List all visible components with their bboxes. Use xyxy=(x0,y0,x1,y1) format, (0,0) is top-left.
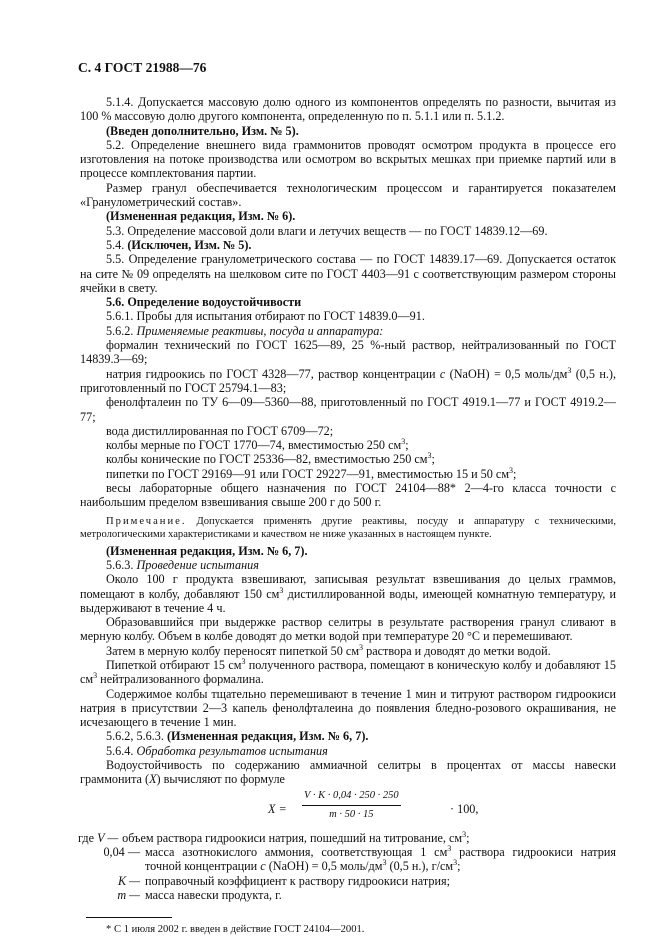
formula-fraction xyxy=(302,789,401,823)
para-5-3: 5.3. Определение массовой доли влаги и летучих веществ — по ГОСТ 14839.12—69. xyxy=(106,223,548,238)
legend-row-mass: 0,04 — масса азотнокислого аммония, соответствующая 1 $см^3$ раствора гидроокиси натрия точной концентрации c (NaOH) = 0,5 моль/$дм^3$ (0,5 н.), $г/см^3$; xyxy=(103,843,616,874)
para-5-4: 5.4. (Исключен, Изм. № 5). xyxy=(106,237,252,252)
formula-denominator: m · 50 · 15 xyxy=(329,808,374,820)
para-5-5: 5.5. Определение гранулометрического состава — по ГОСТ 14839.17—69. Допускается остаток на сите № 09 определять на шелковом сите по ГОСТ 4403—91 с соответствующим размером стороны ячейки в свету. xyxy=(80,252,616,295)
legend-row-v: где V — объем раствора гидроокиси натрия, пошедший на титрование, $см^3$; xyxy=(78,829,470,845)
reagent-formalin: формалин технический по ГОСТ 1625—89, 25 %-ный раствор, нейтрализованный по ГОСТ 14839.3—69; xyxy=(80,338,616,367)
reagent-water: вода дистиллированная по ГОСТ 6709—72; xyxy=(106,423,334,438)
calc-intro: Водоустойчивость по содержанию аммиачной селитры в процентах от массы навески граммонита (X) вычисляют по формуле xyxy=(80,758,616,787)
test-step-5: Содержимое колбы тщательно перемешивают в течение 1 мин и титруют раствором гидроокиси натрия в присутствии 2—3 капель фенолфталеина до появления бледно-розового окрашивания, не исчезающего в течение 1 мин. xyxy=(80,686,616,730)
formula xyxy=(80,789,616,829)
reagent-naoh: натрия гидроокись по ГОСТ 4328—77, раствор концентрации c (NaOH) = 0,5 моль/$дм^3$ (0,5 н.), приготовленный по ГОСТ 25794.1—83; xyxy=(80,365,617,395)
document-body xyxy=(80,95,616,937)
equipment-scales: весы лабораторные общего назначения по ГОСТ 24104—88* 2—4-го класса точности с наибольшим пределом взвешивания свыше 200 г до 500 г. xyxy=(80,481,616,510)
para-5-6-1: 5.6.1. Пробы для испытания отбирают по ГОСТ 14839.0—91. xyxy=(106,309,425,324)
equipment-volumetric-flasks: колбы мерные по ГОСТ 1770—74, вместимостью 250 $см^3$; xyxy=(106,437,409,453)
equipment-conical-flasks: колбы конические по ГОСТ 25336—82, вместимостью 250 $см^3$; xyxy=(106,451,435,467)
para-5-6-2: 5.6.2. Применяемые реактивы, посуда и аппаратура: xyxy=(106,323,384,338)
equipment-pipettes: пипетки по ГОСТ 29169—91 или ГОСТ 29227—91, вместимостью 15 и 50 $см^3$; xyxy=(106,465,517,481)
footnote: * С 1 июля 2002 г. введен в действие ГОСТ 24104—2001. xyxy=(106,924,365,936)
legend-row-k: K — поправочный коэффициент к раствору гидроокиси натрия; xyxy=(117,873,450,888)
test-step-4: Пипеткой отбирают 15 $см^3$ полученного раствора, помещают в коническую колбу и добавляют 15 $см^3$ нейтрализованного формалина. xyxy=(80,656,616,687)
edit-note: (Введен дополнительно, Изм. № 5). xyxy=(106,123,299,138)
reagent-phenolphthalein: фенолфталеин по ТУ 6—09—5360—88, приготовленный по ГОСТ 4919.1—77 и ГОСТ 4919.2—77; xyxy=(80,395,616,424)
section-5-6-title: 5.6. Определение водоустойчивости xyxy=(106,295,302,310)
formula-rhs: · 100, xyxy=(450,801,479,816)
page-header: С. 4 ГОСТ 21988—76 xyxy=(78,60,207,75)
para-5-6-3: 5.6.3. Проведение испытания xyxy=(106,557,259,572)
footnote-rule xyxy=(86,917,172,918)
test-step-2: Образовавшийся при выдержке раствор селитры в результате растворения гранул сливают в мерную колбу. Объем в колбе доводят до метки водой при температуре 20 °С и перемешивают. xyxy=(80,615,616,644)
edit-note: 5.6.2, 5.6.3. (Измененная редакция, Изм. № 6, 7). xyxy=(106,729,369,744)
para-5-2-granules: Размер гранул обеспечивается технологическим процессом и гарантируется показателем «Гранулометрический состав». xyxy=(80,180,616,210)
para-5-6-4: 5.6.4. Обработка результатов испытания xyxy=(106,743,328,758)
formula-lhs: X = xyxy=(268,801,287,816)
test-step-1: Около 100 г продукта взвешивают, записывая результат взвешивания до целых граммов, помещают в колбу, добавляют 150 $см^3$ дистиллированной воды, имеющей комнатную температуру, и выдерживают в течение 4 ч. xyxy=(80,572,617,615)
note: Примечание. Допускается применять другие реактивы, посуду и аппаратуру с техническими, метрологическими характеристиками и качеством не ниже указанных в настоящем пункте. xyxy=(80,515,616,540)
para-5-1-4: 5.1.4. Допускается массовую долю одного из компонентов определять по разности, вычитая из 100 % массовую долю другого компонента, определенную по п. 5.1.1 или п. 5.1.2. xyxy=(80,95,616,124)
variables-legend xyxy=(80,831,616,902)
formula-numerator: V · K · 0,04 · 250 · 250 xyxy=(302,789,401,806)
edit-note: (Измененная редакция, Изм. № 6, 7). xyxy=(106,543,308,558)
legend-row-m: m — масса навески продукта, г. xyxy=(117,887,282,902)
para-5-2: 5.2. Определение внешнего вида граммонитов проводят осмотром продукта в процессе его изготовления на потоке производства или осмотром во вскрытых мешках при приемке партий или в процессе комплектования партии. xyxy=(80,137,616,181)
test-step-3: Затем в мерную колбу переносят пипеткой 50 $см^3$ раствора и доводят до метки водой. xyxy=(106,642,551,658)
edit-note: (Измененная редакция, Изм. № 6). xyxy=(106,209,296,224)
